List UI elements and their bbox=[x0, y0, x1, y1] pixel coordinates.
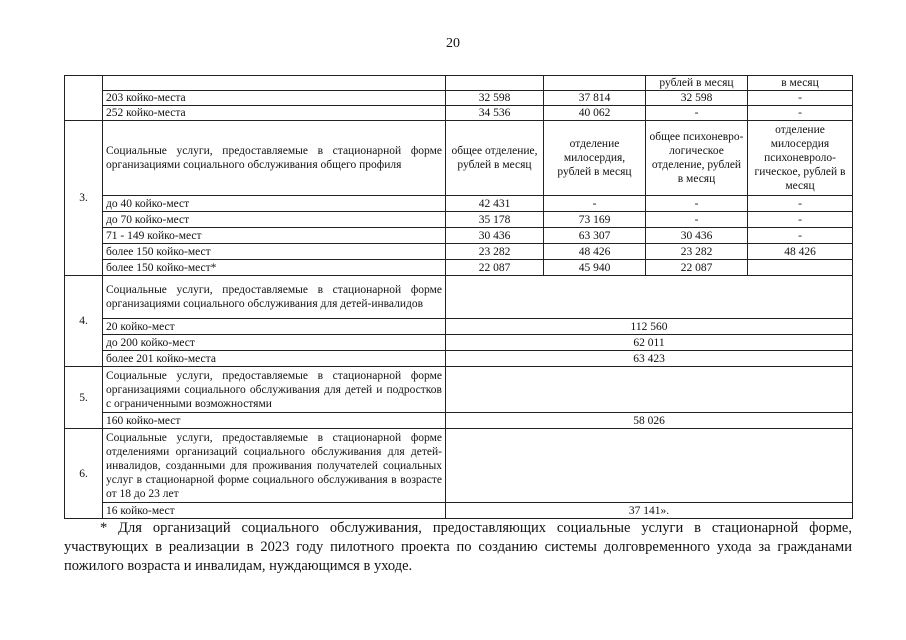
row-value: 37 814 bbox=[544, 91, 646, 106]
row-value: 63 423 bbox=[446, 351, 853, 367]
column-header: общее психоневро-логическое отделение, рублей в месяц bbox=[646, 121, 748, 196]
empty-cell bbox=[446, 276, 853, 319]
row-value: 45 940 bbox=[544, 260, 646, 276]
table-row bbox=[65, 335, 853, 351]
row-value: 35 178 bbox=[446, 212, 544, 228]
header-cell bbox=[103, 76, 446, 91]
row-label: более 201 койко-места bbox=[103, 351, 446, 367]
row-value: 48 426 bbox=[544, 244, 646, 260]
row-value: - bbox=[544, 196, 646, 212]
column-header: общее отделение, рублей в месяц bbox=[446, 121, 544, 196]
header-cell: рублей в месяц bbox=[646, 76, 748, 91]
row-value: 48 426 bbox=[748, 244, 853, 260]
table-row bbox=[65, 413, 853, 429]
footnote: * Для организаций социального обслуживания, предоставляющих социальные услуги в стационарной форме, участвующих в реализации в 2023 году пилотного проекта по созданию системы долговременного ухода за гражданами пожилого возраста и инвалидам, нуждающимся в уходе. bbox=[64, 520, 852, 574]
continuation-header-row bbox=[65, 76, 853, 91]
header-cell bbox=[544, 76, 646, 91]
row-value: 22 087 bbox=[446, 260, 544, 276]
section-title: Социальные услуги, предоставляемые в стационарной форме организациями социального обслуживания для детей и подростков с ограниченными возможностями bbox=[103, 367, 446, 413]
row-value: 32 598 bbox=[446, 91, 544, 106]
row-label: до 40 койко-мест bbox=[103, 196, 446, 212]
section-number bbox=[65, 76, 103, 121]
column-header: отделение милосердия, рублей в месяц bbox=[544, 121, 646, 196]
table-row bbox=[65, 503, 853, 519]
row-value: 32 598 bbox=[646, 91, 748, 106]
row-label: 16 койко-мест bbox=[103, 503, 446, 519]
row-label: более 150 койко-мест* bbox=[103, 260, 446, 276]
row-value: 62 011 bbox=[446, 335, 853, 351]
row-value: 34 536 bbox=[446, 106, 544, 121]
section-4-header-row bbox=[65, 276, 853, 319]
row-label: 203 койко-места bbox=[103, 91, 446, 106]
row-value: - bbox=[646, 196, 748, 212]
row-value: 40 062 bbox=[544, 106, 646, 121]
row-value: 22 087 bbox=[646, 260, 748, 276]
section-number: 3. bbox=[65, 121, 103, 276]
column-header: отделение милосердия психоневроло-гическое, рублей в месяц bbox=[748, 121, 853, 196]
section-number: 4. bbox=[65, 276, 103, 367]
section-6-header-row bbox=[65, 429, 853, 503]
row-value: 42 431 bbox=[446, 196, 544, 212]
table-row bbox=[65, 212, 853, 228]
table-row bbox=[65, 106, 853, 121]
page-number: 20 bbox=[446, 36, 460, 51]
row-value: 58 026 bbox=[446, 413, 853, 429]
table-row bbox=[65, 244, 853, 260]
row-value: 112 560 bbox=[446, 319, 853, 335]
header-cell bbox=[446, 76, 544, 91]
row-label: 71 - 149 койко-мест bbox=[103, 228, 446, 244]
table-row bbox=[65, 351, 853, 367]
row-value: 73 169 bbox=[544, 212, 646, 228]
table-row bbox=[65, 91, 853, 106]
table-row bbox=[65, 228, 853, 244]
row-value: - bbox=[748, 196, 853, 212]
row-value: 37 141». bbox=[446, 503, 853, 519]
row-value: - bbox=[748, 106, 853, 121]
row-label: 20 койко-мест bbox=[103, 319, 446, 335]
row-value: 23 282 bbox=[646, 244, 748, 260]
section-5-header-row bbox=[65, 367, 853, 413]
row-value bbox=[748, 260, 853, 276]
row-value: - bbox=[646, 212, 748, 228]
empty-cell bbox=[446, 367, 853, 413]
section-number: 5. bbox=[65, 367, 103, 429]
table-row bbox=[65, 260, 853, 276]
section-title: Социальные услуги, предоставляемые в стационарной форме организациями социального обслуживания общего профиля bbox=[103, 121, 446, 196]
tariff-table bbox=[64, 75, 853, 519]
row-value: - bbox=[748, 91, 853, 106]
empty-cell bbox=[446, 429, 853, 503]
row-label: 252 койко-места bbox=[103, 106, 446, 121]
section-title: Социальные услуги, предоставляемые в стационарной форме отделениями организаций социального обслуживания для детей-инвалидов, созданными для проживания получателей социальных услуг в стационарной форме социального обслуживания в возрасте от 18 до 23 лет bbox=[103, 429, 446, 503]
section-number: 6. bbox=[65, 429, 103, 519]
row-label: более 150 койко-мест bbox=[103, 244, 446, 260]
row-value: - bbox=[748, 212, 853, 228]
row-value: 23 282 bbox=[446, 244, 544, 260]
row-value: - bbox=[646, 106, 748, 121]
row-label: до 200 койко-мест bbox=[103, 335, 446, 351]
table-row bbox=[65, 196, 853, 212]
row-value: - bbox=[748, 228, 853, 244]
row-label: 160 койко-мест bbox=[103, 413, 446, 429]
header-cell: в месяц bbox=[748, 76, 853, 91]
row-value: 30 436 bbox=[446, 228, 544, 244]
table-row bbox=[65, 319, 853, 335]
row-label: до 70 койко-мест bbox=[103, 212, 446, 228]
row-value: 63 307 bbox=[544, 228, 646, 244]
section-3-header-row bbox=[65, 121, 853, 196]
row-value: 30 436 bbox=[646, 228, 748, 244]
section-title: Социальные услуги, предоставляемые в стационарной форме организациями социального обслуживания для детей-инвалидов bbox=[103, 276, 446, 319]
